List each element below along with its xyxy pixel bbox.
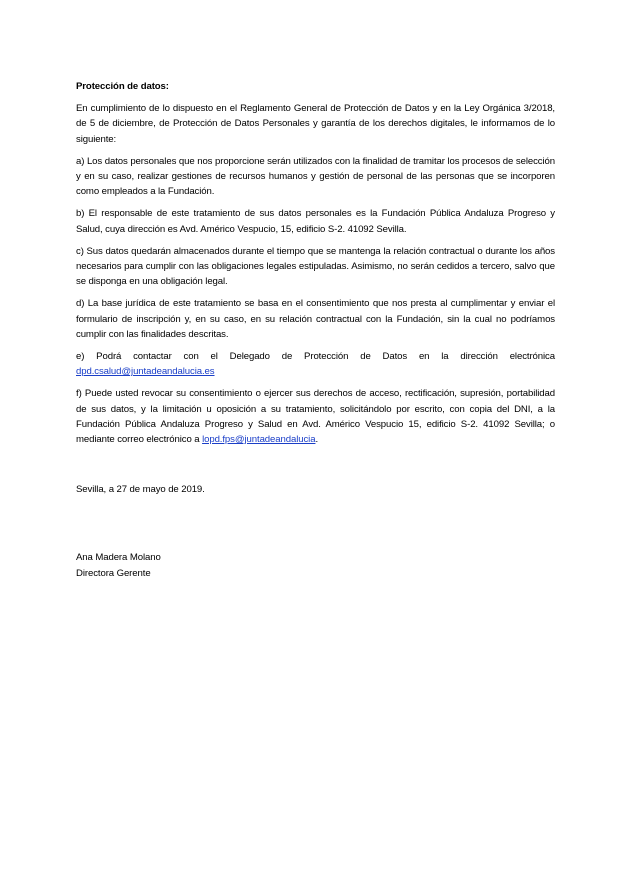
item-c-paragraph: c) Sus datos quedarán almacenados durante el tiempo que se mantenga la relación contractual o durante los años necesarios para cumplir con las obligaciones legales estipuladas. Asimismo, no serán cedidos a tercero, salvo que se disponga en una obligación legal. bbox=[76, 245, 555, 288]
item-d-paragraph: d) La base jurídica de este tratamiento se basa en el consentimiento que nos presta al cumplimentar y enviar el formulario de inscripción y, en su caso, en su relación contractual con la Fundación, sin la cual no podríamos cumplir con las finalidades descritas. bbox=[76, 298, 555, 340]
item-f-text: f) Puede usted revocar su consentimiento o ejercer sus derechos de acceso, rectificación, supresión, portabilidad de sus datos, y la limitación u oposición a su tratamiento, solicitándolo por escrito, con copia del DNI, a la Fundación Pública Andaluza Progreso y Salud en Avd. Américo Vespucio 15, edificio S-2. 41092 Sevilla; o mediante correo electrónico a bbox=[76, 388, 555, 446]
document-page bbox=[76, 79, 555, 581]
signing-date: Sevilla, a 27 de mayo de 2019. bbox=[76, 484, 205, 496]
section-title: Protección de datos: bbox=[76, 81, 169, 92]
signature-block bbox=[76, 550, 555, 580]
item-f-end: . bbox=[315, 434, 319, 446]
item-a-paragraph: a) Los datos personales que nos proporcione serán utilizados con la finalidad de tramitar los procesos de selección y en su caso, realizar gestiones de recursos humanos y gestión de personal de las personas que se incorporen como empleados a la Fundación. bbox=[76, 155, 555, 198]
item-b-paragraph: b) El responsable de este tratamiento de sus datos personales es la Fundación Pública Andaluza Progreso y Salud, cuya dirección es Avd. Américo Vespucio, 15, edificio S-2. 41092 Sevilla. bbox=[76, 208, 555, 235]
item-e-paragraph bbox=[76, 349, 555, 379]
intro-paragraph: En cumplimiento de lo dispuesto en el Reglamento General de Protección de Datos y en la Ley Orgánica 3/2018, de 5 de diciembre, de Protección de Datos Personales y garantía de los derechos digitales, le informamos de lo siguiente: bbox=[76, 103, 555, 145]
item-f-paragraph bbox=[76, 386, 555, 447]
signer-title: Directora Gerente bbox=[76, 567, 151, 579]
lopd-email-link[interactable]: lopd.fps@juntadeandalucia bbox=[202, 434, 316, 446]
item-e-text: e) Podrá contactar con el Delegado de Protección de Datos en la dirección electrónica bbox=[76, 351, 555, 363]
dpd-email-link[interactable]: dpd.csalud@juntadeandalucia.es bbox=[76, 366, 215, 378]
signer-name: Ana Madera Molano bbox=[76, 552, 161, 564]
